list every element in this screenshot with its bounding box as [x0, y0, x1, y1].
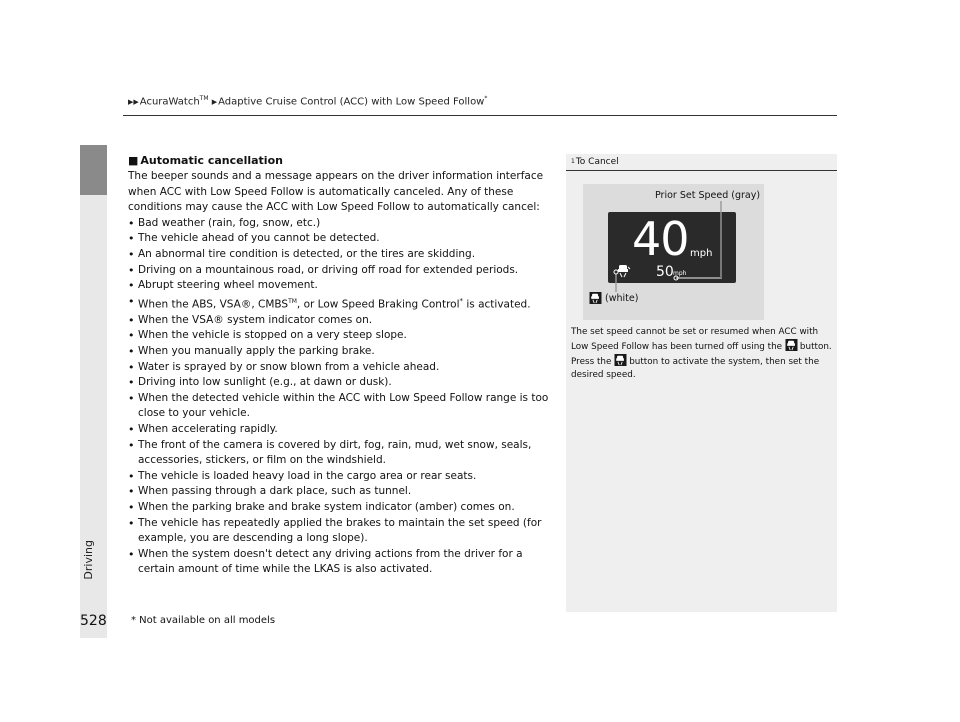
note-text-c: button to activate the system, then set the desired speed. [571, 357, 820, 380]
prior-set-speed-unit: mph [673, 270, 687, 277]
cancel-conditions-list [128, 216, 560, 578]
acc-car-icon [785, 339, 798, 351]
list-item: • Water is sprayed by or snow blown from a vehicle ahead. [128, 360, 560, 376]
note-tag-icon: 1 [571, 158, 575, 165]
list-item: • When passing through a dark place, such as tunnel. [128, 484, 560, 500]
list-item: • When the parking brake and brake system indicator (amber) comes on. [128, 500, 560, 516]
list-item: • Driving on a mountainous road, or driving off road for extended periods. [128, 263, 560, 279]
acc-car-icon [614, 354, 627, 366]
side-note [566, 154, 837, 612]
set-speed-unit: mph [690, 248, 713, 259]
breadcrumb-acc: Adaptive Cruise Control (ACC) with Low Speed Follow [218, 96, 485, 108]
heading-square-icon: ■ [128, 154, 139, 167]
list-item: • The vehicle has repeatedly applied the brakes to maintain the set speed (for example, you are descending a long slope). [128, 516, 560, 547]
acc-car-icon [589, 292, 602, 304]
breadcrumb-arrow-icon: ▶▶ [128, 98, 139, 107]
page-number: 528 [80, 613, 107, 629]
list-item: • When the system doesn't detect any driving actions from the driver for a certain amount of time while the LKAS is also activated. [128, 547, 560, 578]
footnote: * Not available on all models [131, 615, 276, 626]
set-speed-value: 40 [632, 212, 689, 266]
section-sidebar [80, 145, 107, 638]
note-title [571, 157, 619, 167]
main-content [128, 153, 560, 578]
list-item [128, 294, 560, 313]
note-text-a: The set speed cannot be set or resumed when ACC with Low Speed Follow has been turned off using the [571, 327, 819, 352]
note-rule [566, 170, 837, 171]
note-text-b: button. Press the [571, 342, 832, 367]
white-label-text: (white) [605, 293, 639, 304]
list-item: • The vehicle is loaded heavy load in the cargo area or rear seats. [128, 469, 560, 485]
list-item: • When you manually apply the parking brake. [128, 344, 560, 360]
list-item: • When accelerating rapidly. [128, 422, 560, 438]
list-item: • Bad weather (rain, fog, snow, etc.) [128, 216, 560, 232]
trademark-mark: TM [288, 297, 297, 305]
list-item: • Abrupt steering wheel movement. [128, 278, 560, 294]
abs-text-c: is activated. [463, 298, 531, 311]
heading-text: Automatic cancellation [140, 154, 283, 167]
sidebar-tab-marker [80, 145, 107, 195]
list-item: • An abnormal tire condition is detected, or the tires are skidding. [128, 247, 560, 263]
breadcrumb [128, 95, 487, 107]
list-item: • When the VSA® system indicator comes on. [128, 313, 560, 329]
speed-display-figure [583, 184, 764, 320]
list-item: • When the vehicle is stopped on a very steep slope. [128, 328, 560, 344]
section-heading [128, 153, 560, 169]
trademark-mark: TM [199, 95, 209, 102]
list-item: • Driving into low sunlight (e.g., at dawn or dusk). [128, 375, 560, 391]
abs-text-a: When the ABS, VSA®, CMBS [138, 298, 289, 311]
intro-paragraph: The beeper sounds and a message appears on the driver information interface when ACC with Low Speed Follow is automatically canceled. Any of these conditions may cause the ACC with Low Speed Follow to automatically cancel: [128, 170, 544, 214]
breadcrumb-acurawatch: AcuraWatch [139, 96, 200, 108]
header-rule [123, 115, 837, 116]
note-title-text: To Cancel [575, 157, 619, 167]
prior-set-speed-label: Prior Set Speed (gray) [655, 190, 761, 201]
list-item: • The vehicle ahead of you cannot be detected. [128, 231, 560, 247]
note-paragraph [571, 326, 833, 382]
white-indicator-label [589, 292, 638, 304]
list-item: • When the detected vehicle within the ACC with Low Speed Follow range is too close to your vehicle. [128, 391, 560, 422]
breadcrumb-arrow-icon: ▶ [211, 98, 218, 107]
asterisk-mark: * [459, 296, 464, 305]
list-item: • The front of the camera is covered by dirt, fog, rain, mud, wet snow, seals, accessories, stickers, or film on the windshield. [128, 438, 560, 469]
asterisk-mark: * [484, 95, 488, 102]
sidebar-section-label: Driving [82, 540, 95, 580]
abs-text-b: , or Low Speed Braking Control [296, 298, 460, 311]
prior-set-speed-value: 50 [656, 264, 674, 280]
